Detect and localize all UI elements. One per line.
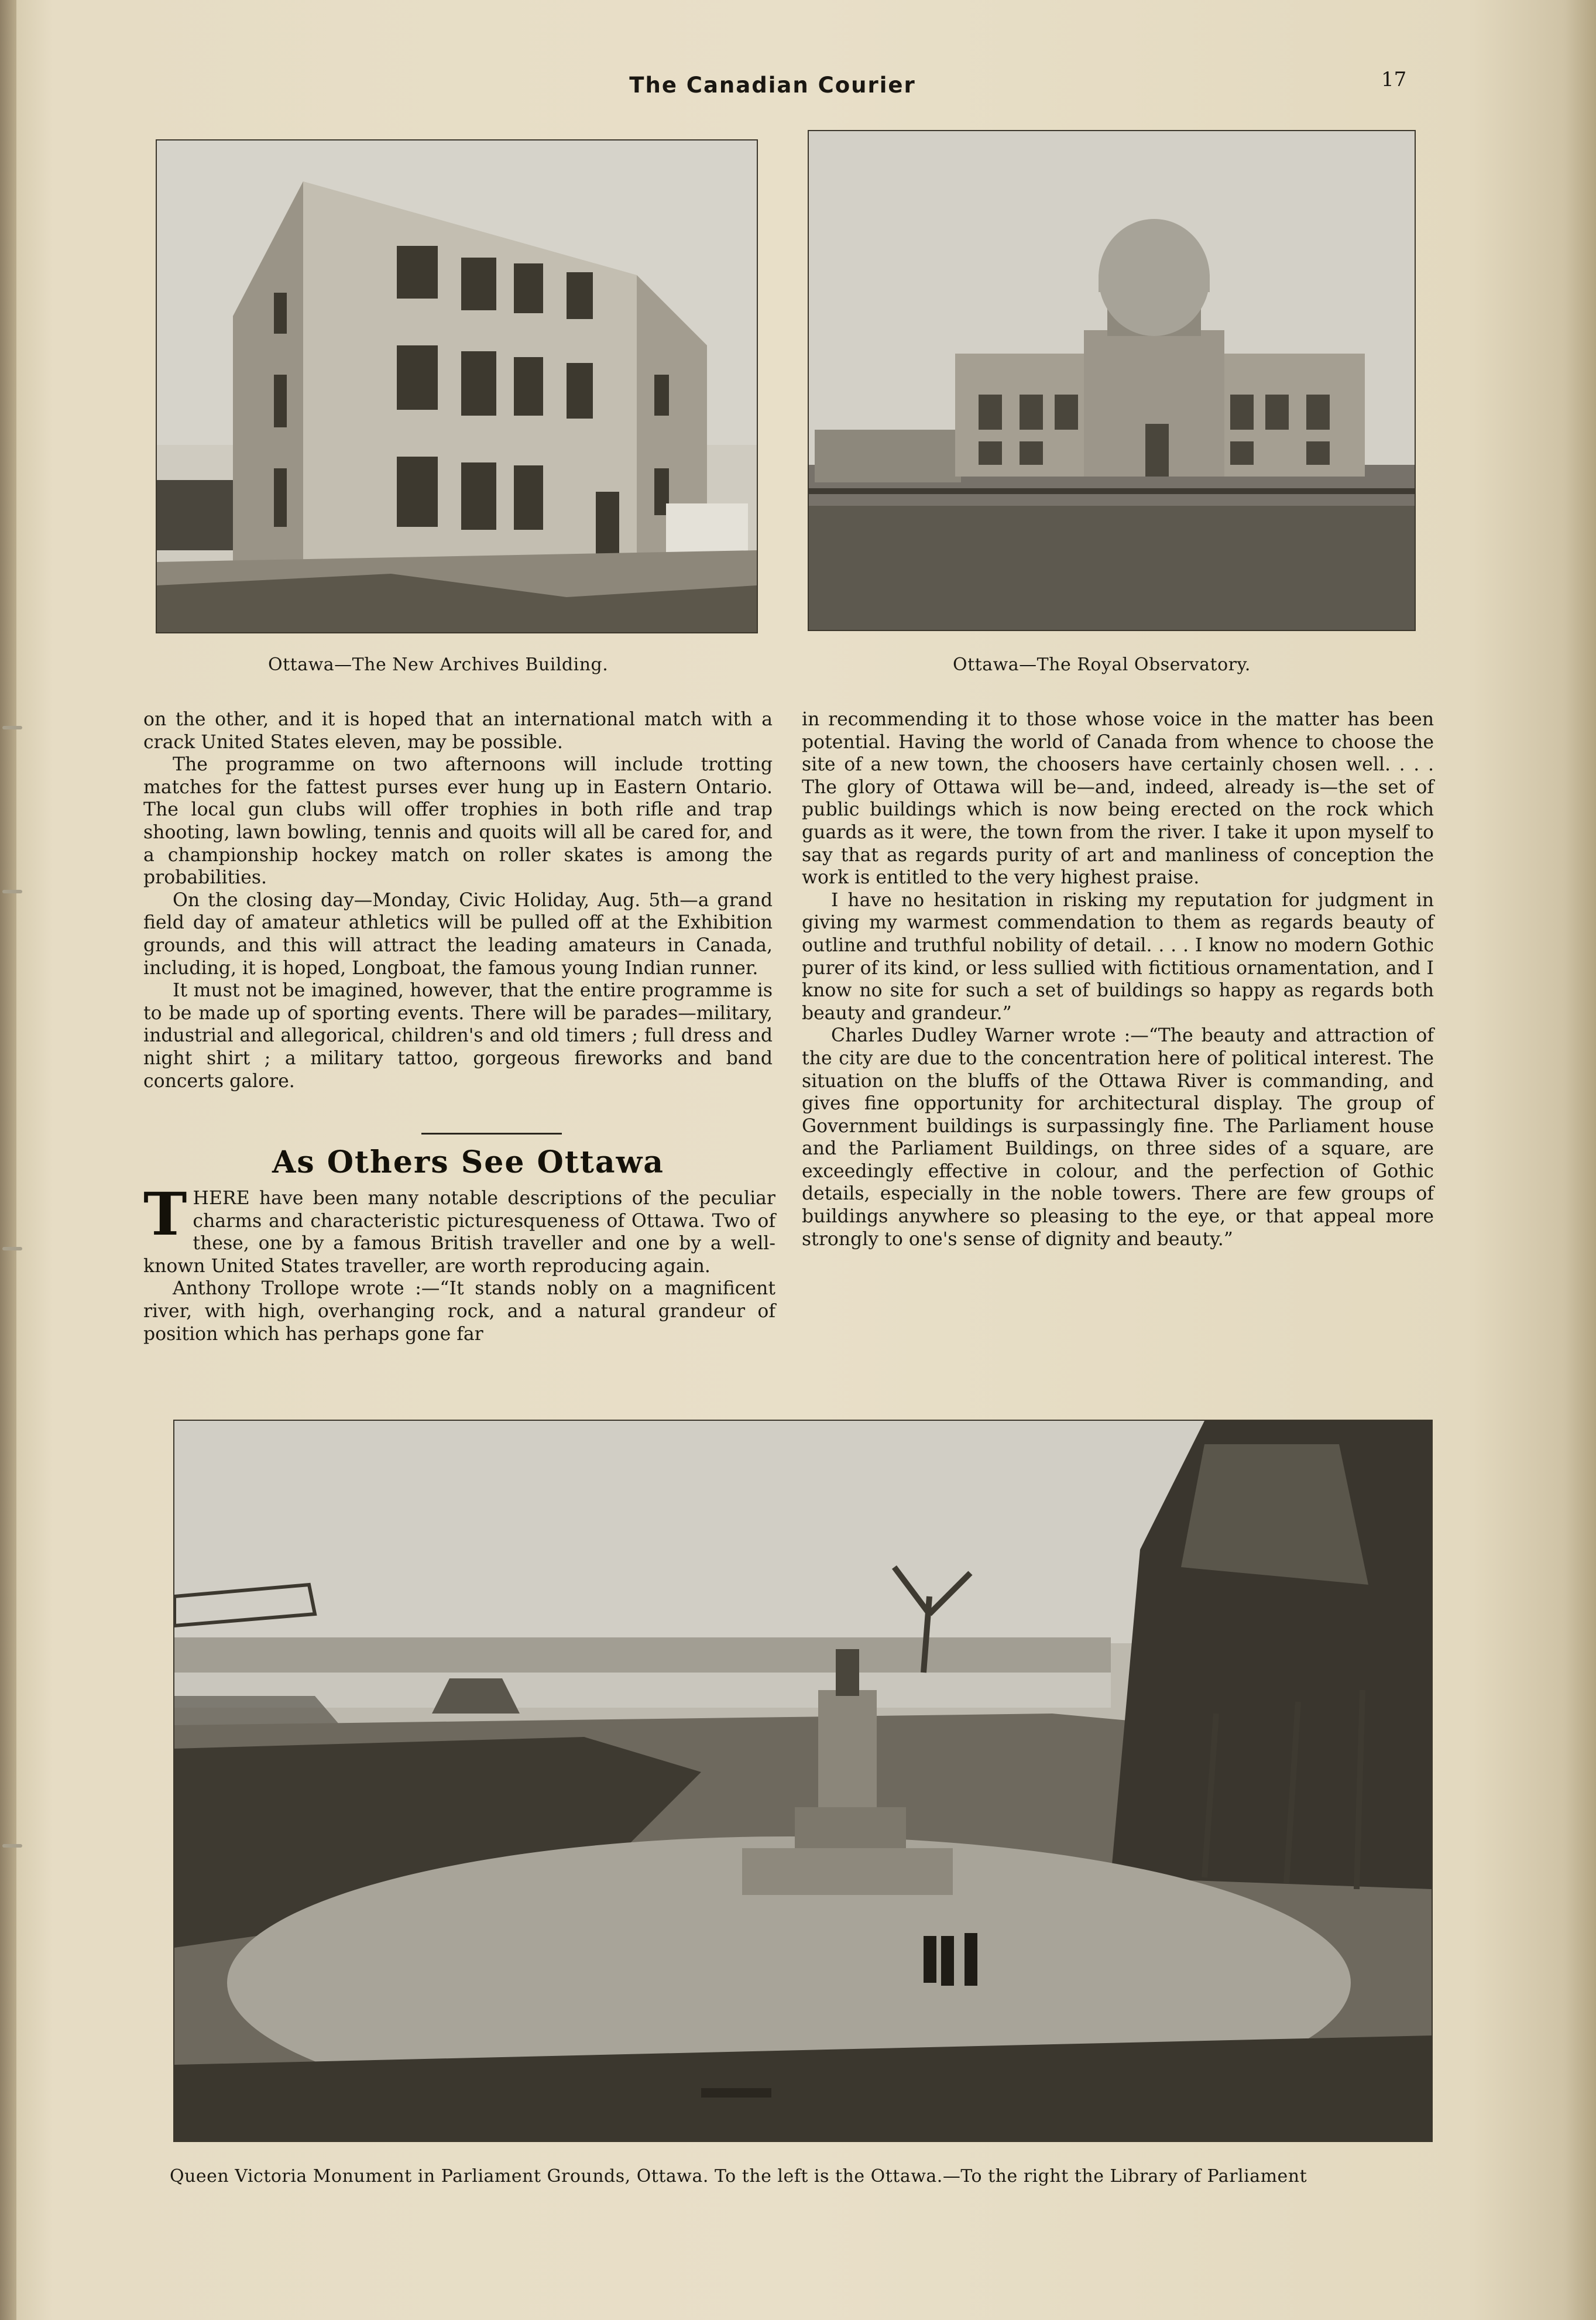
paragraph <box>143 1180 775 1277</box>
paragraph-text: HERE have been many notable descriptions of the peculiar charms and characteristic picturesqueness of Ottawa. Two of these, one by a famous British traveller and one by a well-known United States traveller, are worth reproducing again. <box>143 1188 775 1277</box>
paragraph: The programme on two afternoons will include trotting matches for the fattest purses ever hung up in Eastern Ontario. The local gun clubs will offer trophies in both rifle and trap shooting, lawn bowling, tennis and quoits will all be cared for, and a championship hockey match on roller skates is among the probabilities. <box>143 754 773 889</box>
section-divider <box>421 1133 562 1135</box>
binding-stitch <box>2 726 22 729</box>
monument-photo <box>173 1420 1433 2142</box>
binding-stitch <box>2 1844 22 1848</box>
monument-caption: Queen Victoria Monument in Parliament Grounds, Ottawa. To the left is the Ottawa.—To the right the Library of Parliament <box>170 2166 1307 2187</box>
binding-edge <box>0 0 16 2320</box>
page-number: 17 <box>1381 68 1407 91</box>
drop-cap: T <box>143 1180 187 1249</box>
section-heading: As Others See Ottawa <box>272 1144 665 1180</box>
right-column <box>802 708 1434 1250</box>
observatory-photo <box>808 130 1416 631</box>
observatory-caption: Ottawa—The Royal Observatory. <box>953 654 1251 675</box>
binding-stitch <box>2 890 22 893</box>
paragraph: It must not be imagined, however, that the entire programme is to be made up of sporting events. There will be parades—military, industrial and allegorical, children's and old timers ; full dress and night shirt ; a military tattoo, gorgeous fireworks and band concerts galore. <box>143 980 773 1092</box>
binding-stitch <box>2 1247 22 1250</box>
paragraph: Anthony Trollope wrote :—“It stands nobly on a magnificent river, with high, overhanging rock, and a natural grandeur of position which has perhaps gone far <box>143 1278 775 1345</box>
paragraph: Charles Dudley Warner wrote :—“The beauty and attraction of the city are due to the concentration here of political interest. The situation on the bluffs of the Ottawa River is commanding, and gives fine opportunity for architectural display. The group of Government buildings is surpassingly fine. The Parliament house and the Parliament Buildings, on three sides of a square, are exceedingly effective in colour, and the perfection of Gothic details, especially in the noble towers. There are few groups of buildings anywhere so pleasing to the eye, or that appeal more strongly to one's sense of dignity and beauty.” <box>802 1025 1434 1250</box>
section-body <box>143 1180 775 1345</box>
archives-caption: Ottawa—The New Archives Building. <box>268 654 609 675</box>
paragraph: in recommending it to those whose voice in the matter has been potential. Having the world of Canada from whence to choose the site of a new town, the choosers have certainly chosen well. . . . The glory of Ottawa will be—and, indeed, already is—the set of public buildings which is now being erected on the rock which guards as it were, the town from the river. I take it upon myself to say that as regards purity of art and manliness of conception the work is entitled to the very highest praise. <box>802 709 1434 889</box>
paragraph: On the closing day—Monday, Civic Holiday, Aug. 5th—a grand field day of amateur athletics will be pulled off at the Exhibition grounds, and this will attract the leading amateurs in Canada, including, it is hoped, Longboat, the famous young Indian runner. <box>143 889 773 979</box>
archives-building-photo <box>156 139 758 633</box>
paragraph: I have no hesitation in risking my reputation for judgment in giving my warmest commendation to them as regards beauty of outline and truthful nobility of detail. . . . I know no modern Gothic purer of its kind, or less sullied with fictitious ornamentation, and I know no site for such a set of buildings so happy as regards both beauty and grandeur.” <box>802 889 1434 1024</box>
left-column <box>143 708 773 1092</box>
running-header: The Canadian Courier <box>629 73 916 98</box>
paragraph: on the other, and it is hoped that an international match with a crack United States eleven, may be possible. <box>143 709 773 753</box>
